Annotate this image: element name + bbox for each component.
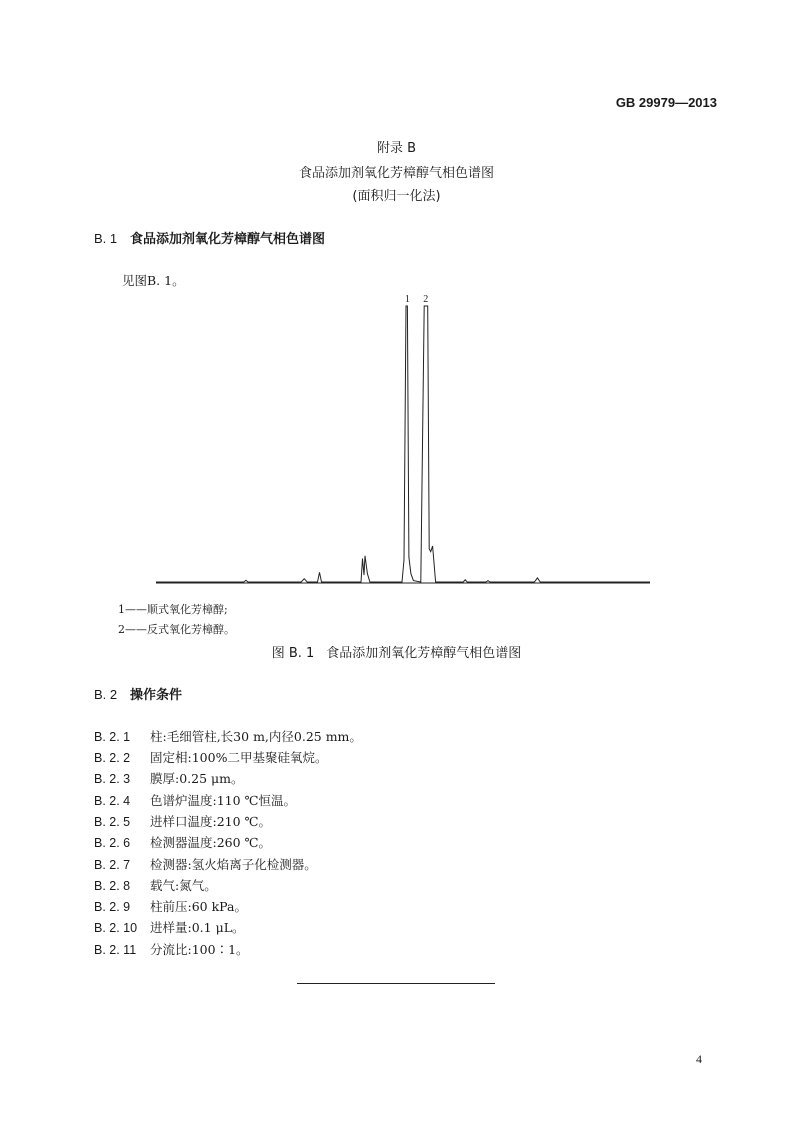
item-number: B. 2. 8 [94, 879, 131, 893]
condition-item [94, 833, 271, 851]
figure-caption-title: 食品添加剂氧化芳樟醇气相色谱图 [326, 646, 522, 661]
condition-item [94, 727, 362, 745]
section-b2-heading [94, 684, 182, 703]
section-number: B. 2 [94, 687, 118, 702]
section-title: 食品添加剂氧化芳樟醇气相色谱图 [130, 232, 326, 247]
peak-label-1: 1 [404, 294, 410, 305]
item-text: 检测器:氢火焰离子化检测器。 [150, 857, 317, 872]
figure-caption-label: 图 B. 1 [271, 646, 315, 661]
item-text: 柱前压:60 kPa。 [150, 899, 247, 914]
item-number: B. 2. 7 [94, 858, 131, 872]
condition-item [94, 855, 317, 873]
peak-label-2: 2 [423, 294, 429, 305]
condition-item [94, 748, 327, 766]
item-number: B. 2. 11 [94, 943, 137, 957]
condition-item [94, 769, 244, 787]
condition-item [94, 940, 249, 958]
item-text: 检测器温度:260 ℃。 [150, 835, 272, 850]
item-number: B. 2. 9 [94, 900, 131, 914]
item-text: 柱:毛细管柱,长30 m,内径0.25 mm。 [150, 729, 362, 744]
condition-item [94, 812, 271, 830]
chromatogram-trace [156, 306, 650, 582]
item-text: 进样口温度:210 ℃。 [150, 814, 272, 829]
condition-item [94, 918, 245, 936]
appendix-label: 附录 B [376, 141, 417, 156]
legend-item-2: 2——反式氧化芳樟醇。 [118, 623, 235, 636]
appendix-subtitle: (面积归一化法) [352, 189, 441, 204]
item-text: 固定相:100%二甲基聚硅氧烷。 [150, 750, 328, 765]
section-title: 操作条件 [130, 688, 183, 703]
item-number: B. 2. 3 [94, 772, 131, 786]
appendix-title: 食品添加剂氧化芳樟醇气相色谱图 [298, 166, 494, 181]
condition-item [94, 876, 217, 894]
condition-item [94, 791, 296, 809]
item-number: B. 2. 6 [94, 836, 131, 850]
chromatogram-chart [150, 290, 660, 590]
item-number: B. 2. 4 [94, 794, 131, 808]
item-text: 载气:氮气。 [150, 878, 217, 893]
page-number: 4 [696, 1052, 702, 1066]
standard-number: GB 29979—2013 [615, 95, 717, 110]
item-number: B. 2. 5 [94, 815, 131, 829]
item-number: B. 2. 1 [94, 730, 131, 744]
figure-reference: 见图B. 1。 [122, 273, 185, 288]
item-text: 膜厚:0.25 μm。 [150, 771, 244, 786]
end-rule [297, 983, 495, 984]
item-text: 进样量:0.1 μL。 [150, 920, 245, 935]
item-text: 色谱炉温度:110 ℃恒温。 [150, 793, 297, 808]
legend-item-1: 1——顺式氧化芳樟醇; [118, 603, 228, 616]
section-b1-heading [94, 228, 325, 247]
item-text: 分流比:100∶1。 [150, 942, 249, 957]
section-number: B. 1 [94, 231, 118, 246]
item-number: B. 2. 10 [94, 921, 138, 935]
figure-caption [0, 642, 793, 661]
condition-item [94, 897, 247, 915]
item-number: B. 2. 2 [94, 751, 131, 765]
